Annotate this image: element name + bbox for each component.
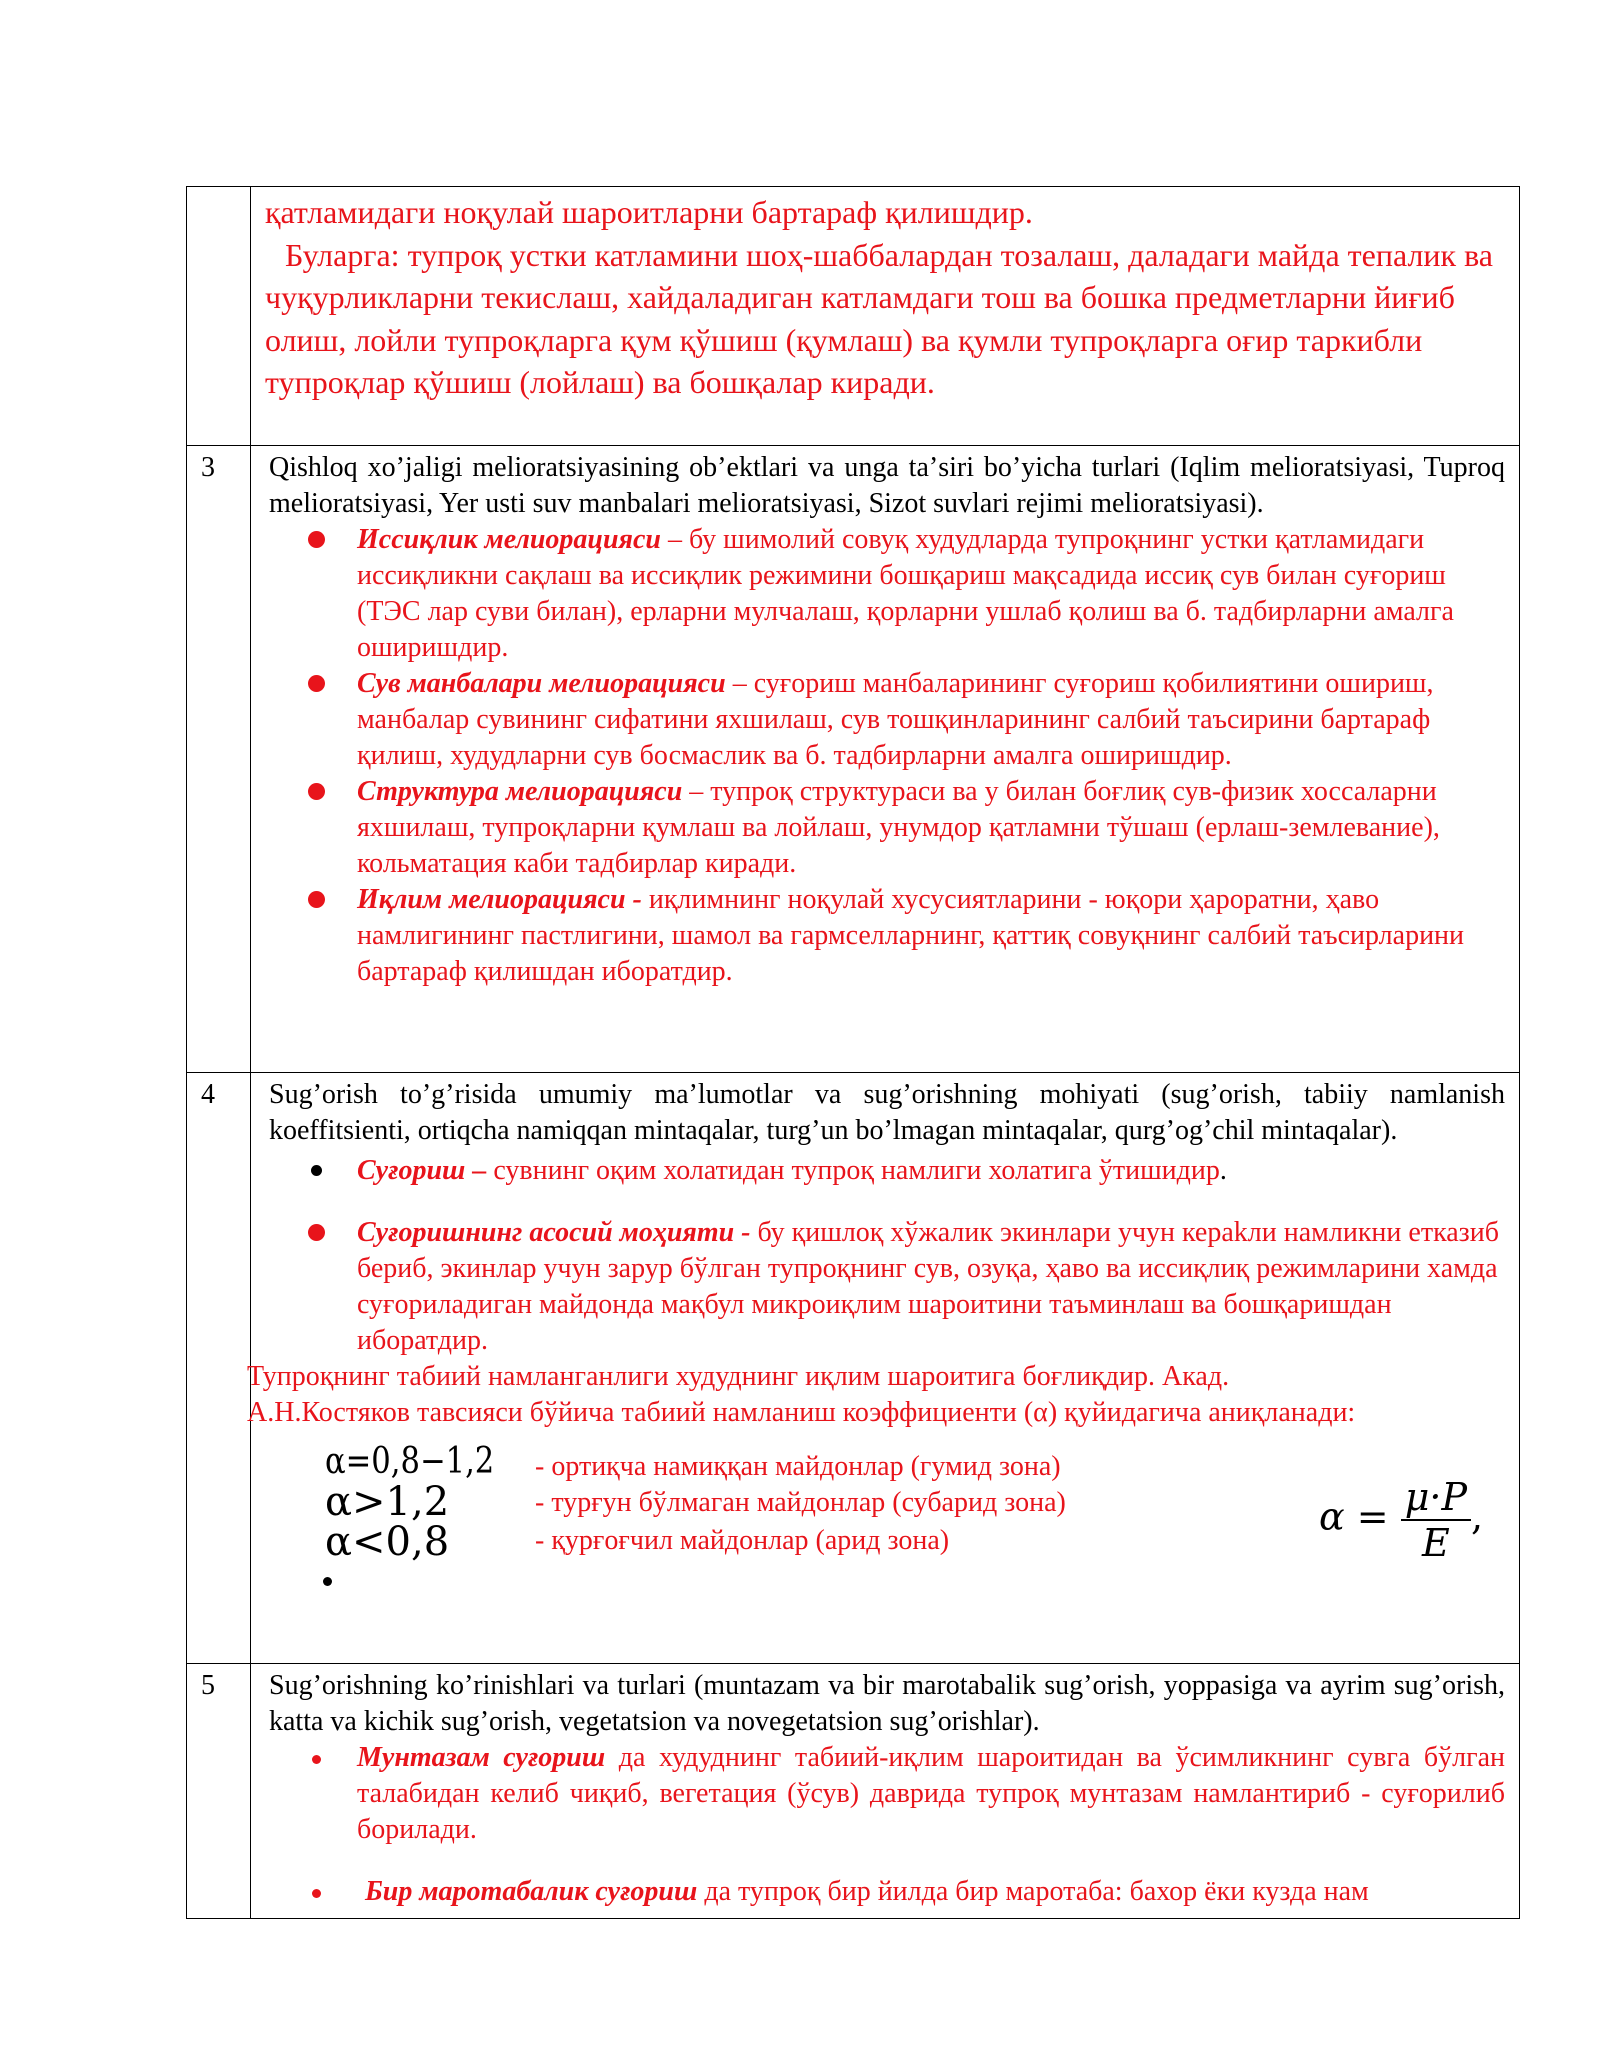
bullet-list [269,1153,1505,1359]
fraction-numerator: μ·P [1401,1475,1471,1521]
formula-description: - ортиқча намиққан майдонлар (гумид зона) [535,1451,1061,1482]
formula: α=0,8−1,2 [325,1441,495,1482]
term: Структура мелиорацияси [357,776,683,807]
list-item [357,882,1505,990]
fraction [1401,1475,1471,1565]
term: Иссиқлик мелиорацияси [357,524,661,555]
paragraph: Буларга: тупроқ устки катламини шоҳ-шаббалардан тозалаш, даладаги майда тепалик ва чуқурликларни текислаш, хайдаладиган катламдаги тош ва бошка предметларни йиғиб олиш, лойли тупроқларга қум қўшиш (қумлаш) ва қумли тупроқларга оғир таркибли тупроқлар қўшиш (лойлаш) ва бошқалар киради. [265,236,1493,400]
row-number: 3 [187,446,251,1073]
term-definition: да тупроқ бир йилда бир маротаба: бахор ёки кузда нам [697,1876,1369,1907]
bullet-icon [308,891,325,908]
row-content [251,1664,1520,1919]
document-table [186,186,1520,1919]
row-number [187,187,251,446]
list-item [357,666,1505,774]
bullet-list [269,522,1505,990]
row-number: 5 [187,1664,251,1919]
term: Мунтазам суғориш [357,1742,606,1773]
bullet-icon [308,1224,325,1241]
list-item [357,522,1505,666]
list-item [357,1153,1505,1189]
formula-comma: , [1471,1494,1484,1539]
list-item [357,774,1505,882]
term-definition: да худуднинг табиий-иқлим шароитидан ва ўсимликнинг сувга бўлган талабидан келиб чиқиб, вегетация (ўсув) даврида тупроқ мунтазам намлантириб - суғорилиб борилади. [357,1742,1505,1845]
section-heading: Sugʼorish toʼgʼrisida umumiy maʼlumotlar va sugʼorishning mohiyati (sugʼorish, tabiiy namlanish koeffitsienti, ortiqcha namiqqan mintaqalar, turgʼun boʼlmagan mintaqalar, qurgʼogʼchil mintaqalar). [269,1079,1505,1146]
bullet-list [269,1740,1505,1910]
term-definition: – бу шимолий совуқ худудларда тупроқнинг устки қатламидаги иссиқликни сақлаш ва иссиқлик режимини бошқариш мақсадида иссиқ сув билан суғориш (ТЭС лар суви билан), ерларни мулчалаш, қорларни ушлаб қолиш ва б. тадбирларни амалга оширишдир. [357,524,1454,663]
list-item [357,1215,1505,1359]
table-row [187,187,1520,446]
formula-lhs: α = [1319,1494,1389,1539]
section-heading: Sugʼorishning koʼrinishlari va turlari (muntazam va bir marotabalik sugʼorish, yoppasiga va ayrim sugʼorish, katta va kichik sugʼorish, vegetatsion va novegetatsion sugʼorishlar). [269,1670,1505,1737]
coefficient-formula [1319,1475,1483,1565]
bullet-icon [312,1889,321,1898]
paragraph: А.Н.Костяков тавсияси бўйича табиий намланиш коэффициенти (α) қуйидагича аниқланади: [247,1397,1356,1428]
term-definition: иқлимнинг ноқулай хусусиятларини - юқори ҳароратни, ҳаво намлигининг пастлигини, шамол ва гармселларнинг, қаттиқ совуқнинг салбий таъсирларини бартараф қилишдан иборатдир. [357,884,1465,987]
table-row [187,446,1520,1073]
term-definition: – суғориш манбаларининг суғориш қобилиятини ошириш, манбалар сувининг сифатини яхшилаш, сув тошқинларининг салбий таъсирини бартараф қилиш, худудларни сув босмаслик ва б. тадбирларни амалга оширишдир. [357,668,1434,771]
term-definition: бу қишлоқ хўжалик экинлари учун кераkли намликни етказиб бериб, экинлар учун зарур бўлган тупроқнинг сув, озуқа, ҳаво ва иссиқлиқ режимларини хамда суғориладиган майдонда мақбул микроиқлим шароитини таъминлаш ва бошқаришдан иборатдир. [357,1217,1499,1356]
bullet-icon [308,531,325,548]
term: Иқлим мелиорацияси - [357,884,642,915]
term: Сув манбалари мелиорацияси [357,668,726,699]
list-item [357,1874,1505,1910]
table-row [187,1664,1520,1919]
formula-block [269,1437,1505,1595]
row-content [251,187,1520,446]
list-item [357,1740,1505,1848]
term: Бир маротабалик суғориш [365,1876,698,1907]
term-definition: сувнинг оқим холатидан тупроқ намлиги холатига ўтишидир [486,1155,1220,1186]
bullet-icon [323,1577,332,1586]
term-definition: – тупроқ структураси ва у билан боғлиқ сув-физик хоссаларни яхшилаш, тупроқларни қумлаш ва лойлаш, унумдор қатламни тўшаш (ерлаш-землевание), кольматация каби тадбирлар киради. [357,776,1440,879]
row-number: 4 [187,1073,251,1664]
section-heading: Qishloq xoʼjaligi melioratsiyasining obʼektlari va unga taʼsiri boʼyicha turlari (Iqlim melioratsiyasi, Tuproq melioratsiyasi, Yer usti suv manbalari melioratsiyasi, Sizot suvlari rejimi melioratsiyasi). [269,452,1505,519]
formula-description: - қурғоғчил майдонлар (арид зона) [535,1525,950,1556]
fraction-denominator: E [1421,1521,1450,1565]
paragraph: Тупроқнинг табиий намланганлиги худуднинг иқлим шароитига боғлиқдир. Акад. [247,1361,1230,1392]
bullet-icon [308,783,325,800]
row-content [247,1073,1520,1664]
table-row [187,1073,1520,1664]
formula-description: - турғун бўлмаган майдонлар (субарид зона) [535,1487,1066,1518]
bullet-icon [312,1755,321,1764]
term: Суғоришнинг асосий моҳияти - [357,1217,751,1248]
paragraph: қатламидаги ноқулай шароитларни бартараф қилишдир. [265,194,1033,230]
formula: α<0,8 [325,1519,450,1565]
bullet-icon [311,1165,322,1176]
period: . [1219,1155,1227,1186]
bullet-icon [308,675,325,692]
formula: α>1,2 [325,1479,450,1525]
row-content [251,446,1520,1073]
term: Суғориш – [357,1155,487,1186]
